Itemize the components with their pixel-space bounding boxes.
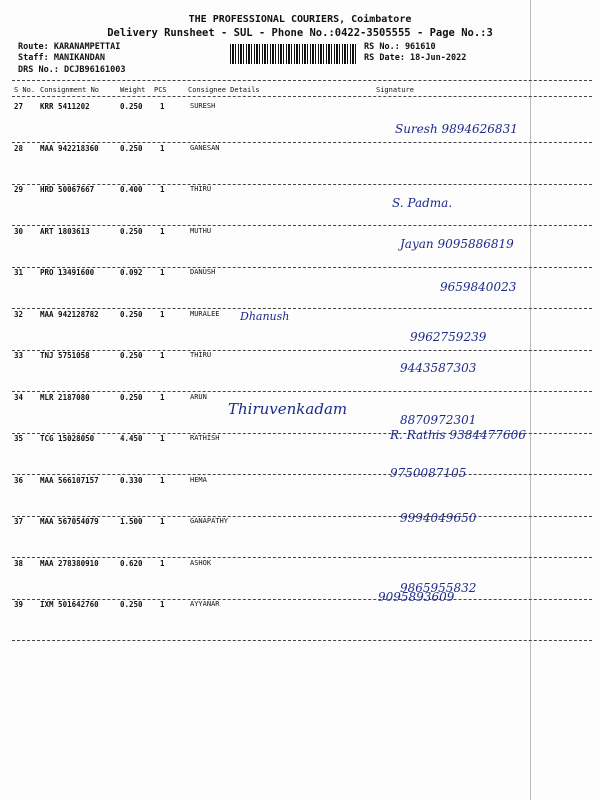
- signature: Jayan 9095886819: [400, 236, 514, 251]
- row-pcs: 1: [160, 102, 165, 111]
- rs-date: RS Date: 18-Jun-2022: [364, 53, 467, 63]
- route: Route: KARANAMPETTAI: [18, 42, 121, 52]
- row-sno: 29: [14, 185, 24, 194]
- row-weight: 0.250: [120, 102, 143, 111]
- signature: 9659840023: [440, 280, 517, 294]
- col-weight: Weight: [120, 86, 146, 94]
- drs-no: DRS No.: DCJB96161003: [18, 65, 126, 75]
- row-pcs: 1: [160, 434, 165, 443]
- row-sno: 38: [14, 558, 24, 568]
- row-consignee: MUTHU: [190, 226, 212, 235]
- row-consignment: MAA 566107157: [40, 475, 99, 485]
- signature: S. Padma.: [392, 195, 453, 210]
- row-sno: 27: [14, 102, 24, 111]
- row-pcs: 1: [160, 475, 165, 485]
- row-weight: 0.620: [120, 558, 143, 568]
- row-sno: 34: [14, 392, 24, 402]
- row-divider: [12, 225, 592, 226]
- row-pcs: 1: [160, 268, 165, 277]
- row-consignee: ARUN: [190, 392, 207, 401]
- row-consignment: TNJ 5751058: [40, 351, 90, 360]
- row-consignment: MAA 278380910: [40, 558, 99, 568]
- signature: R. Rathis 9384477606: [390, 428, 526, 442]
- row-consignee: RATHISH: [190, 434, 220, 442]
- row-consignee: THIRU: [190, 185, 212, 193]
- row-divider: [12, 516, 592, 517]
- row-weight: 0.330: [120, 475, 143, 485]
- row-sno: 33: [14, 351, 24, 360]
- row-divider: [12, 350, 592, 351]
- signature: 9994049650: [400, 511, 477, 525]
- row-sno: 28: [14, 143, 24, 153]
- row-divider: [12, 474, 592, 475]
- col-pcs: PCS: [154, 86, 167, 94]
- row-divider: [12, 640, 592, 641]
- row-consignee: DANUSH: [190, 268, 216, 276]
- signature: 8870972301: [400, 412, 477, 427]
- row-sno: 36: [14, 475, 24, 485]
- row-divider: [12, 184, 592, 185]
- row-weight: 1.500: [120, 517, 143, 526]
- signature: 9962759239: [410, 329, 487, 344]
- row-pcs: 1: [160, 309, 165, 319]
- row-consignee: ASHOK: [190, 558, 212, 567]
- header-rule: [12, 80, 592, 81]
- signature: 9865955832: [400, 580, 477, 595]
- rs-no: RS No.: 961610: [364, 42, 436, 52]
- row-consignment: HRD 50067667: [40, 185, 95, 194]
- row-consignment: MAA 942128782: [40, 309, 99, 319]
- row-weight: 4.450: [120, 434, 143, 443]
- row-consignment: ART 1803613: [40, 226, 90, 236]
- row-consignee: AYYANAR: [190, 600, 220, 608]
- signature: 9443587303: [400, 361, 477, 375]
- row-consignee: MURALEE: [190, 309, 220, 318]
- row-sno: 37: [14, 517, 24, 526]
- row-sno: 32: [14, 309, 24, 319]
- row-consignment: KRR 5411202: [40, 102, 90, 111]
- row-pcs: 1: [160, 517, 165, 526]
- row-consignment: PRO 13491600: [40, 268, 95, 277]
- row-pcs: 1: [160, 226, 165, 236]
- runsheet-title: Delivery Runsheet - SUL - Phone No.:0422-3505555 - Page No.:3: [107, 27, 493, 39]
- row-weight: 0.250: [120, 392, 143, 402]
- row-consignment: MLR 2187080: [40, 392, 90, 402]
- row-pcs: 1: [160, 600, 165, 609]
- staff: Staff: MANIKANDAN: [18, 53, 105, 63]
- col-signature: Signature: [376, 86, 414, 94]
- row-sno: 31: [14, 268, 24, 277]
- header-rule-bottom: [12, 96, 592, 97]
- handwritten-dhanush: Dhanush: [240, 310, 290, 323]
- row-weight: 0.250: [120, 309, 143, 319]
- row-consignment: IXM 501642760: [40, 600, 99, 609]
- row-weight: 0.400: [120, 185, 143, 194]
- col-sno: S No.: [14, 86, 36, 94]
- row-pcs: 1: [160, 185, 165, 194]
- signature: 9095893609: [378, 590, 455, 604]
- row-consignment: MAA 942218360: [40, 143, 99, 153]
- row-consignee: GANESAN: [190, 143, 220, 152]
- row-sno: 30: [14, 226, 24, 236]
- row-divider: [12, 557, 592, 558]
- row-divider: [12, 142, 592, 143]
- col-consignee: Consignee Details: [188, 86, 260, 94]
- company-title: THE PROFESSIONAL COURIERS, Coimbatore: [188, 14, 412, 25]
- handwritten-thiruvenkadam: Thiruvenkadam: [228, 400, 348, 418]
- row-consignee: THIRU: [190, 351, 212, 359]
- margin-line: [530, 0, 531, 800]
- row-sno: 35: [14, 434, 24, 443]
- row-divider: [12, 308, 592, 309]
- signature: 9750087105: [390, 465, 467, 480]
- row-weight: 0.250: [120, 143, 143, 153]
- row-divider: [12, 599, 592, 600]
- row-consignee: HEMA: [190, 475, 207, 484]
- row-pcs: 1: [160, 392, 165, 402]
- row-weight: 0.250: [120, 600, 143, 609]
- row-pcs: 1: [160, 143, 165, 153]
- row-consignee: GANAPATHY: [190, 517, 228, 525]
- row-divider: [12, 267, 592, 268]
- row-pcs: 1: [160, 558, 165, 568]
- row-divider: [12, 391, 592, 392]
- row-pcs: 1: [160, 351, 165, 360]
- row-consignment: MAA 567054079: [40, 517, 99, 526]
- row-consignee: SURESH: [190, 102, 216, 110]
- signature: Suresh 9894626831: [395, 122, 518, 136]
- barcode: [230, 44, 358, 64]
- row-consignment: TCG 15028050: [40, 434, 95, 443]
- row-weight: 0.092: [120, 268, 143, 277]
- row-sno: 39: [14, 600, 24, 609]
- col-consignment: Consignment No: [40, 86, 100, 94]
- row-weight: 0.250: [120, 351, 143, 360]
- row-weight: 0.250: [120, 226, 143, 236]
